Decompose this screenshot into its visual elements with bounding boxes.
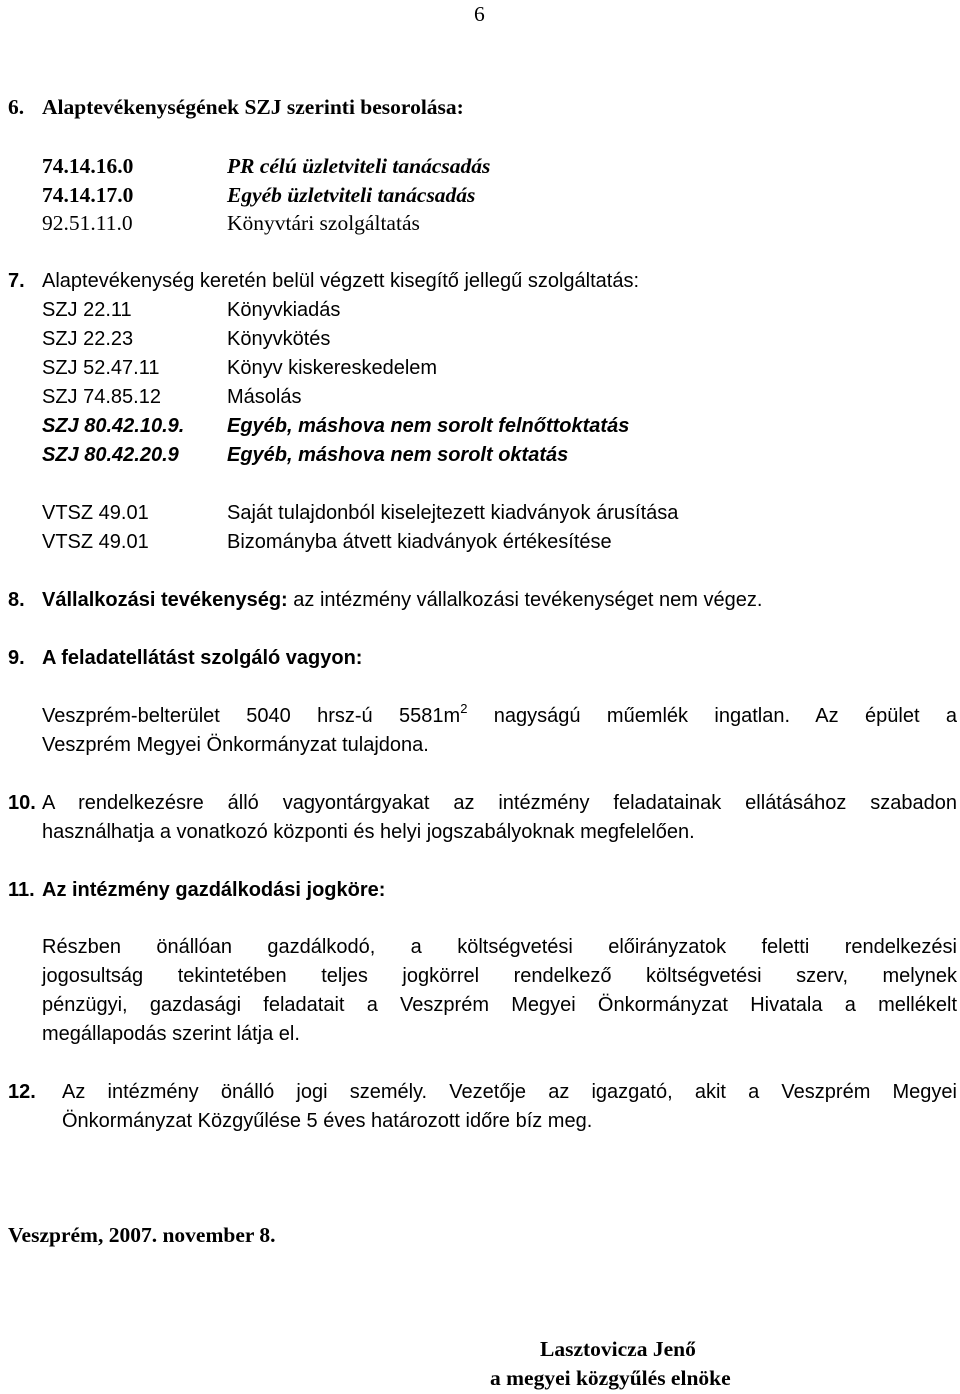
s11-line-1: Részben önállóan gazdálkodó, a költségvetési előirányzatok feletti rendelkezési bbox=[42, 936, 957, 958]
s7-vtsz-2-label: Bizományba átvett kiadványok értékesítése bbox=[227, 531, 612, 553]
section-12-number: 12. bbox=[8, 1081, 36, 1103]
section-7-number: 7. bbox=[8, 270, 25, 292]
s7-item-3-code: SZJ 52.47.11 bbox=[42, 357, 160, 379]
page-number: 6 bbox=[474, 2, 485, 26]
section-9-line-2: Veszprém Megyei Önkormányzat tulajdona. bbox=[42, 734, 429, 756]
section-12-line-2: Önkormányzat Közgyűlése 5 éves határozott időre bíz meg. bbox=[62, 1110, 593, 1132]
s11-line-4: megállapodás szerint látja el. bbox=[42, 1023, 300, 1045]
s7-item-1-code: SZJ 22.11 bbox=[42, 299, 132, 321]
s6-item-1-code: 74.14.16.0 bbox=[42, 154, 134, 178]
s7-item-4-label: Másolás bbox=[227, 386, 302, 408]
s6-item-3-label: Könyvtári szolgáltatás bbox=[227, 211, 420, 235]
section-8 bbox=[8, 589, 763, 611]
s7-vtsz-1-code: VTSZ 49.01 bbox=[42, 502, 149, 524]
s7-item-4-code: SZJ 74.85.12 bbox=[42, 386, 161, 408]
signature-name: Lasztovicza Jenő bbox=[540, 1337, 696, 1361]
section-12-line-1: Az intézmény önálló jogi személy. Vezetője az igazgató, akit a Veszprém Megyei bbox=[62, 1081, 957, 1103]
section-11-title: Az intézmény gazdálkodási jogköre: bbox=[42, 879, 386, 901]
s7-item-2-code: SZJ 22.23 bbox=[42, 328, 134, 350]
section-11-number: 11. bbox=[8, 879, 35, 901]
s7-item-1-label: Könyvkiadás bbox=[227, 299, 341, 321]
s7-item-2-label: Könyvkötés bbox=[227, 328, 331, 350]
s9-text-a: Veszprém-belterület 5040 hrsz-ú 5581m bbox=[42, 705, 461, 727]
section-7-title: Alaptevékenység keretén belül végzett kisegítő jellegű szolgáltatás: bbox=[42, 270, 640, 292]
section-9-title: A feladatellátást szolgáló vagyon: bbox=[42, 647, 363, 669]
s7-vtsz-2-code: VTSZ 49.01 bbox=[42, 531, 149, 553]
section-6-title: Alaptevékenységének SZJ szerinti besorolása: bbox=[42, 95, 464, 119]
s11-line-3: pénzügyi, gazdasági feladatait a Veszprém Megyei Önkormányzat Hivatala a mellékelt bbox=[42, 994, 957, 1016]
section-10-line-1: A rendelkezésre álló vagyontárgyakat az intézmény feladatainak ellátásához szabadon bbox=[42, 792, 957, 814]
section-9-number: 9. bbox=[8, 647, 25, 669]
section-6-heading bbox=[8, 95, 464, 119]
section-8-number: 8. bbox=[8, 589, 25, 611]
s7-item-6-code: SZJ 80.42.20.9 bbox=[42, 444, 179, 466]
s7-item-5-code: SZJ 80.42.10.9. bbox=[42, 415, 185, 437]
s6-item-2-label: Egyéb üzletviteli tanácsadás bbox=[227, 183, 476, 207]
s7-item-5-label: Egyéb, máshova nem sorolt felnőttoktatás bbox=[227, 415, 630, 437]
s9-superscript: 2 bbox=[460, 701, 468, 716]
s6-item-1-label: PR célú üzletviteli tanácsadás bbox=[227, 154, 491, 178]
s6-item-2-code: 74.14.17.0 bbox=[42, 183, 134, 207]
section-6-number: 6. bbox=[8, 95, 25, 119]
section-8-title: Vállalkozási tevékenység: bbox=[42, 589, 288, 611]
s7-item-3-label: Könyv kiskereskedelem bbox=[227, 357, 438, 379]
section-10-number: 10. bbox=[8, 792, 36, 814]
s6-item-3-code: 92.51.11.0 bbox=[42, 211, 133, 235]
section-8-text: az intézmény vállalkozási tevékenységet nem végez. bbox=[293, 589, 763, 611]
s7-item-6-label: Egyéb, máshova nem sorolt oktatás bbox=[227, 444, 569, 466]
s9-text-b: nagyságú műemlék ingatlan. Az épület a bbox=[493, 705, 957, 727]
section-10-line-2: használhatja a vonatkozó központi és helyi jogszabályoknak megfelelően. bbox=[42, 821, 695, 843]
s11-line-2: jogosultság tekintetében teljes jogkörrel rendelkező költségvetési szerv, melynek bbox=[42, 965, 957, 987]
section-11-heading bbox=[8, 879, 386, 901]
s7-vtsz-1-label: Saját tulajdonból kiselejtezett kiadványok árusítása bbox=[227, 502, 679, 524]
section-7-heading bbox=[8, 270, 640, 292]
section-9-line-1 bbox=[42, 701, 957, 727]
section-9-heading bbox=[8, 647, 363, 669]
place-date: Veszprém, 2007. november 8. bbox=[8, 1223, 276, 1247]
signature-title: a megyei közgyűlés elnöke bbox=[490, 1366, 731, 1390]
